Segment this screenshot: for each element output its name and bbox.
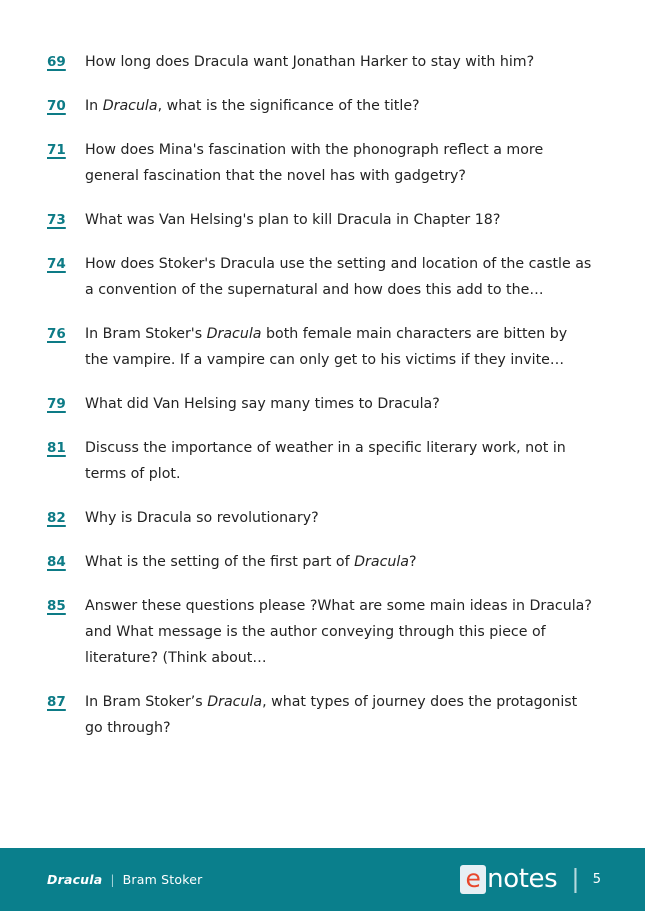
question-text: Discuss the importance of weather in a specific literary work, not in terms of plot. <box>85 440 566 482</box>
question-text: Why is Dracula so revolutionary? <box>85 510 319 526</box>
question-number-link[interactable]: 79 <box>47 396 66 412</box>
question-text: How does Stoker's Dracula use the setting and location of the castle as a convention of the supernatural and how does this add to the… <box>85 256 592 298</box>
question-text: In Bram Stoker’s Dracula, what types of journey does the protagonist go through? <box>85 694 578 736</box>
page-number: 5 <box>592 872 601 887</box>
question-number-link[interactable]: 85 <box>47 598 66 614</box>
question-number-link[interactable]: 81 <box>47 440 66 456</box>
question-item <box>47 689 598 741</box>
question-number-link[interactable]: 73 <box>47 212 66 228</box>
question-number-link[interactable]: 69 <box>47 54 66 70</box>
question-item <box>47 207 598 233</box>
footer-brand-area <box>460 865 601 894</box>
enotes-e-mark-icon: e <box>460 865 486 894</box>
question-text: What is the setting of the first part of Dracula? <box>85 554 417 570</box>
question-item <box>47 49 598 75</box>
page-footer <box>0 848 645 911</box>
question-list <box>47 49 598 741</box>
question-number-link[interactable]: 82 <box>47 510 66 526</box>
question-item <box>47 321 598 373</box>
question-item <box>47 251 598 303</box>
question-text: Answer these questions please ?What are some main ideas in Dracula? and What message is the author conveying through this piece of literature? (Think about… <box>85 598 592 666</box>
question-text: In Dracula, what is the significance of the title? <box>85 98 420 114</box>
question-item <box>47 549 598 575</box>
footer-book-title: Dracula <box>47 872 103 887</box>
question-number-link[interactable]: 74 <box>47 256 66 272</box>
question-number-link[interactable]: 76 <box>47 326 66 342</box>
footer-book-author: Bram Stoker <box>122 872 203 887</box>
book-title-italic: Dracula <box>206 326 262 342</box>
footer-book-info <box>47 872 202 887</box>
question-item <box>47 593 598 671</box>
question-text: What did Van Helsing say many times to Dracula? <box>85 396 440 412</box>
footer-separator: | <box>110 872 115 887</box>
question-number-link[interactable]: 70 <box>47 98 66 114</box>
book-title-italic: Dracula <box>102 98 158 114</box>
question-item <box>47 435 598 487</box>
question-item <box>47 93 598 119</box>
book-title-italic: Dracula <box>207 694 263 710</box>
question-text: In Bram Stoker's Dracula both female main characters are bitten by the vampire. If a vampire can only get to his victims if they invite… <box>85 326 568 368</box>
enotes-wordmark: notes <box>487 863 558 894</box>
question-number-link[interactable]: 71 <box>47 142 66 158</box>
question-number-link[interactable]: 84 <box>47 554 66 570</box>
question-item <box>47 137 598 189</box>
question-item <box>47 505 598 531</box>
question-text: How long does Dracula want Jonathan Harker to stay with him? <box>85 54 535 70</box>
question-number-link[interactable]: 87 <box>47 694 66 710</box>
question-item <box>47 391 598 417</box>
book-title-italic: Dracula <box>354 554 410 570</box>
enotes-logo <box>460 865 557 894</box>
footer-brand-separator: | <box>571 863 580 893</box>
question-text: What was Van Helsing's plan to kill Dracula in Chapter 18? <box>85 212 501 228</box>
question-text: How does Mina's fascination with the phonograph reflect a more general fascination that the novel has with gadgetry? <box>85 142 544 184</box>
